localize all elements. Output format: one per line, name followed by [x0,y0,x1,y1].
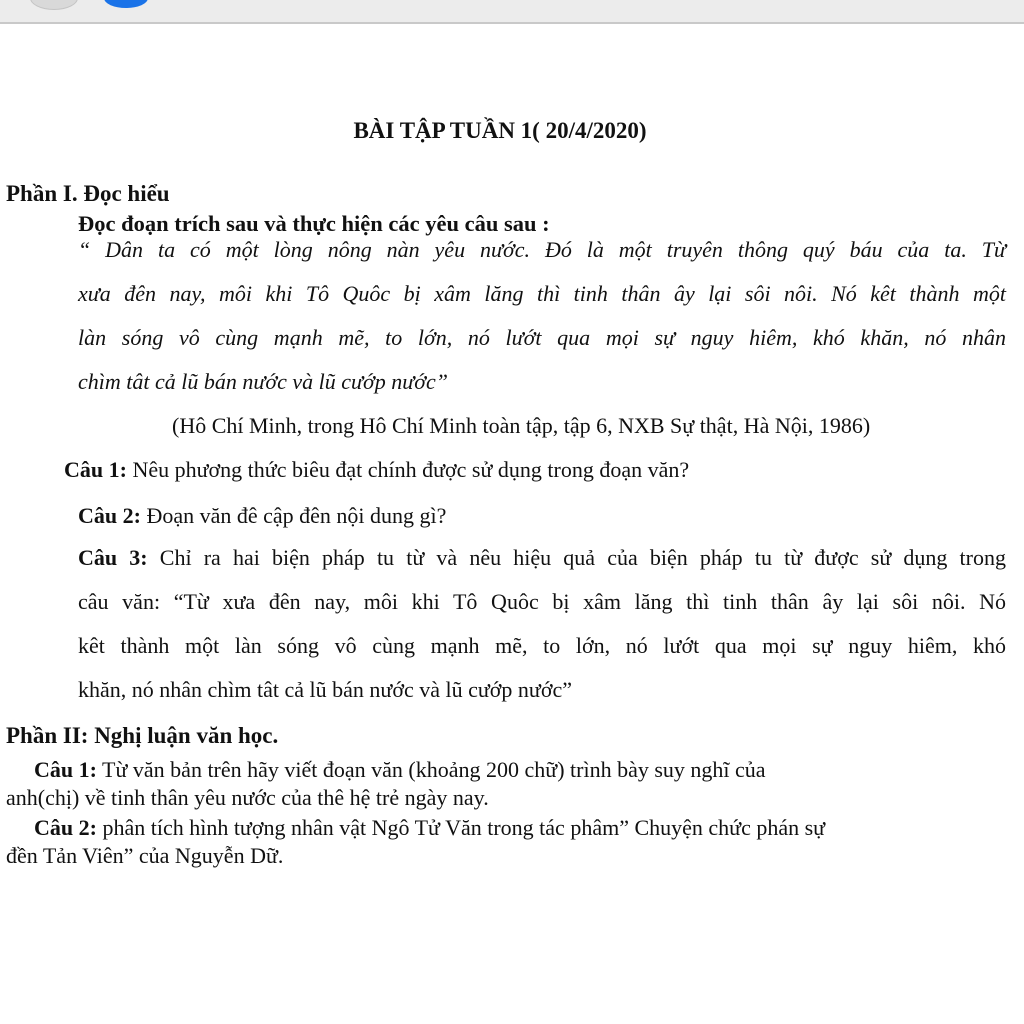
document-title: BÀI TẬP TUẦN 1( 20/4/2020) [353,118,647,143]
part1-heading: Phần I. Đọc hiểu [6,181,170,206]
part2-question-1-line-2: anh(chị) về tinh thân yêu nước của thê hệ trẻ ngày nay. [6,785,489,810]
part1-question-1 [64,457,689,483]
question-text: phân tích hình tượng nhân vật Ngô Tử Văn trong tác phâm” Chuyện chức phán sự [96,815,826,840]
quote-source: (Hô Chí Minh, trong Hô Chí Minh toàn tập, tập 6, NXB Sự thật, Hà Nội, 1986) [172,413,871,438]
question-label: Câu 2: [78,503,141,528]
question-3-line-2: câu văn: “Từ xưa đên nay, môi khi Tô Quôc bị xâm lăng thì tinh thân ây lại sôi nôi. Nó [78,589,1006,614]
quote-line-1: “ Dân ta có một lòng nông nàn yêu nước. Đó là một truyên thông quý báu của ta. Từ [78,237,1006,262]
part1-intro: Đọc đoạn trích sau và thực hiện các yêu câu sau : [78,211,550,236]
question-text: Nêu phương thức biêu đạt chính được sử dụng trong đoạn văn? [126,457,690,482]
question-label: Câu 1: [64,457,127,482]
question-text: Đoạn văn đê cập đên nội dung gì? [140,503,447,528]
part1-question-2 [78,503,446,529]
question-text: Chỉ ra hai biện pháp tu từ và nêu hiệu quả của biện pháp tu từ được sử dụng trong [147,545,1006,570]
question-label: Câu 1: [34,757,97,782]
quote-line-3: làn sóng vô cùng mạnh mẽ, to lớn, nó lướt qua mọi sự nguy hiêm, khó khăn, nó nhân [78,325,1006,350]
quote-line-4: chìm tât cả lũ bán nước và lũ cướp nước” [78,369,448,394]
part2-heading: Phần II: Nghị luận văn học. [6,723,279,748]
question-label: Câu 3: [78,545,148,570]
part2-question-2 [34,815,825,841]
question-label: Câu 2: [34,815,97,840]
question-3-line-4: khăn, nó nhân chìm tât cả lũ bán nước và lũ cướp nước” [78,677,573,702]
part1-question-3 [78,545,1006,571]
part2-question-1 [34,757,766,783]
question-text: Từ văn bản trên hãy viết đoạn văn (khoảng 200 chữ) trình bày suy nghĩ của [96,757,766,782]
quote-line-2: xưa đên nay, môi khi Tô Quôc bị xâm lăng thì tinh thân ây lại sôi nôi. Nó kêt thành một [78,281,1006,306]
question-3-line-3: kêt thành một làn sóng vô cùng mạnh mẽ, to lớn, nó lướt qua mọi sự nguy hiêm, khó [78,633,1006,658]
part2-question-2-line-2: đền Tản Viên” của Nguyễn Dữ. [6,843,284,868]
